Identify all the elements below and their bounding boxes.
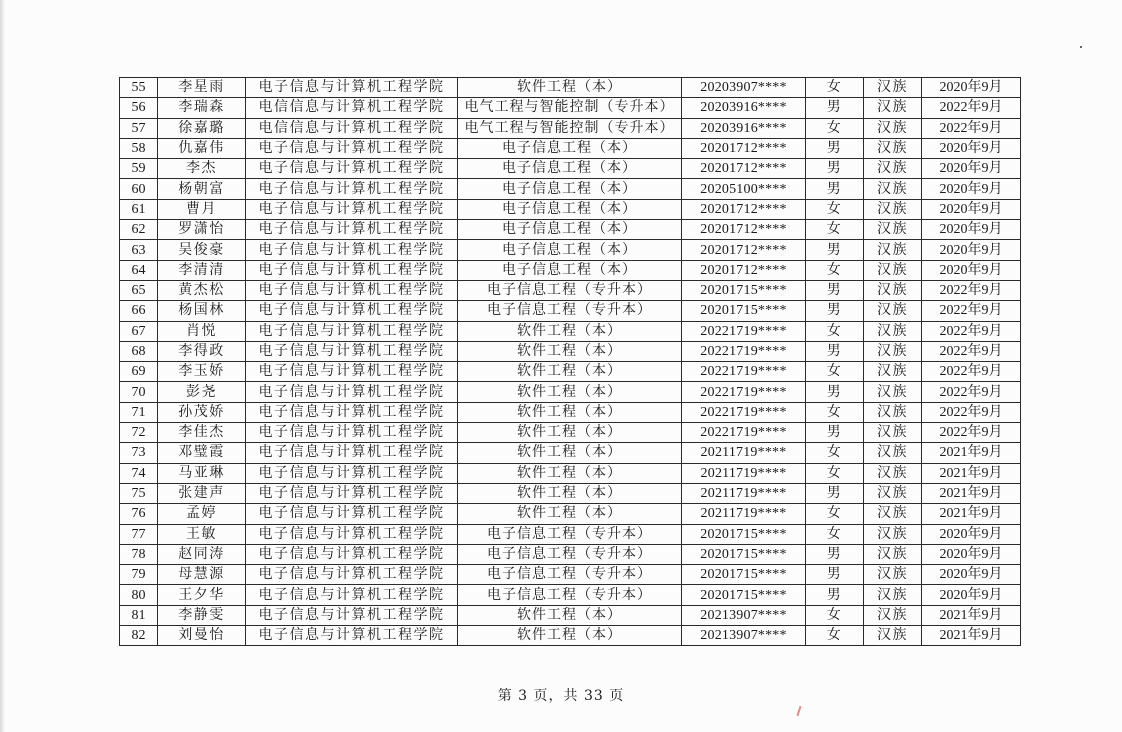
table-row (120, 78, 1021, 98)
gender-cell: 女 (806, 504, 864, 524)
enrollment-date-cell: 2022年9月 (922, 402, 1021, 422)
major-cell: 电子信息工程（专升本） (458, 585, 682, 605)
major-cell: 软件工程（本） (458, 423, 682, 443)
row-number-cell: 59 (120, 159, 158, 179)
student-id-cell: 20211719**** (682, 463, 806, 483)
enrollment-date-cell: 2020年9月 (922, 78, 1021, 98)
row-number-cell: 63 (120, 240, 158, 260)
major-cell: 软件工程（本） (458, 341, 682, 361)
ethnicity-cell: 汉族 (864, 220, 922, 240)
table-row (120, 280, 1021, 300)
gender-cell: 男 (806, 301, 864, 321)
table-row (120, 321, 1021, 341)
enrollment-date-cell: 2020年9月 (922, 240, 1021, 260)
ethnicity-cell: 汉族 (864, 504, 922, 524)
major-cell: 软件工程（本） (458, 321, 682, 341)
row-number-cell: 56 (120, 98, 158, 118)
student-id-cell: 20213907**** (682, 605, 806, 625)
major-cell: 软件工程（本） (458, 402, 682, 422)
table-row (120, 443, 1021, 463)
student-id-cell: 20201712**** (682, 220, 806, 240)
student-id-cell: 20201715**** (682, 301, 806, 321)
student-id-cell: 20201712**** (682, 159, 806, 179)
college-cell: 电子信息与计算机工程学院 (246, 585, 458, 605)
table-row (120, 382, 1021, 402)
row-number-cell: 82 (120, 626, 158, 646)
major-cell: 电子信息工程（专升本） (458, 565, 682, 585)
college-cell: 电子信息与计算机工程学院 (246, 179, 458, 199)
gender-cell: 女 (806, 402, 864, 422)
student-id-cell: 20221719**** (682, 423, 806, 443)
ethnicity-cell: 汉族 (864, 483, 922, 503)
student-id-cell: 20201715**** (682, 544, 806, 564)
enrollment-date-cell: 2021年9月 (922, 463, 1021, 483)
gender-cell: 女 (806, 605, 864, 625)
ethnicity-cell: 汉族 (864, 199, 922, 219)
major-cell: 软件工程（本） (458, 382, 682, 402)
table-row (120, 159, 1021, 179)
row-number-cell: 70 (120, 382, 158, 402)
student-name-cell: 吴俊豪 (158, 240, 246, 260)
ethnicity-cell: 汉族 (864, 626, 922, 646)
student-id-cell: 20211719**** (682, 483, 806, 503)
enrollment-date-cell: 2020年9月 (922, 179, 1021, 199)
student-id-cell: 20201715**** (682, 585, 806, 605)
student-name-cell: 曹月 (158, 199, 246, 219)
college-cell: 电子信息与计算机工程学院 (246, 321, 458, 341)
ethnicity-cell: 汉族 (864, 463, 922, 483)
college-cell: 电子信息与计算机工程学院 (246, 382, 458, 402)
enrollment-date-cell: 2022年9月 (922, 423, 1021, 443)
ethnicity-cell: 汉族 (864, 118, 922, 138)
row-number-cell: 72 (120, 423, 158, 443)
student-name-cell: 罗潇怡 (158, 220, 246, 240)
ethnicity-cell: 汉族 (864, 362, 922, 382)
student-id-cell: 20211719**** (682, 443, 806, 463)
ethnicity-cell: 汉族 (864, 280, 922, 300)
college-cell: 电子信息与计算机工程学院 (246, 443, 458, 463)
student-id-cell: 20201712**** (682, 260, 806, 280)
major-cell: 电子信息工程（专升本） (458, 280, 682, 300)
student-name-cell: 李星雨 (158, 78, 246, 98)
row-number-cell: 57 (120, 118, 158, 138)
major-cell: 电子信息工程（本） (458, 199, 682, 219)
student-name-cell: 杨国林 (158, 301, 246, 321)
student-id-cell: 20221719**** (682, 341, 806, 361)
enrollment-date-cell: 2020年9月 (922, 199, 1021, 219)
major-cell: 电子信息工程（本） (458, 220, 682, 240)
table-row (120, 565, 1021, 585)
gender-cell: 男 (806, 138, 864, 158)
gender-cell: 男 (806, 179, 864, 199)
enrollment-date-cell: 2020年9月 (922, 159, 1021, 179)
student-id-cell: 20221719**** (682, 382, 806, 402)
table-row (120, 138, 1021, 158)
ethnicity-cell: 汉族 (864, 524, 922, 544)
gender-cell: 男 (806, 544, 864, 564)
row-number-cell: 60 (120, 179, 158, 199)
ethnicity-cell: 汉族 (864, 402, 922, 422)
row-number-cell: 62 (120, 220, 158, 240)
student-name-cell: 肖悦 (158, 321, 246, 341)
row-number-cell: 71 (120, 402, 158, 422)
major-cell: 软件工程（本） (458, 605, 682, 625)
student-name-cell: 母慧源 (158, 565, 246, 585)
student-name-cell: 王敏 (158, 524, 246, 544)
college-cell: 电子信息与计算机工程学院 (246, 280, 458, 300)
student-id-cell: 20221719**** (682, 402, 806, 422)
college-cell: 电子信息与计算机工程学院 (246, 524, 458, 544)
student-name-cell: 黄杰松 (158, 280, 246, 300)
student-name-cell: 孙茂娇 (158, 402, 246, 422)
student-name-cell: 李静雯 (158, 605, 246, 625)
major-cell: 电气工程与智能控制（专升本） (458, 118, 682, 138)
enrollment-date-cell: 2022年9月 (922, 118, 1021, 138)
ethnicity-cell: 汉族 (864, 78, 922, 98)
ethnicity-cell: 汉族 (864, 443, 922, 463)
ethnicity-cell: 汉族 (864, 382, 922, 402)
major-cell: 软件工程（本） (458, 504, 682, 524)
row-number-cell: 66 (120, 301, 158, 321)
gender-cell: 男 (806, 341, 864, 361)
enrollment-date-cell: 2022年9月 (922, 98, 1021, 118)
gender-cell: 女 (806, 260, 864, 280)
gender-cell: 男 (806, 280, 864, 300)
enrollment-date-cell: 2020年9月 (922, 585, 1021, 605)
gender-cell: 女 (806, 220, 864, 240)
major-cell: 软件工程（本） (458, 78, 682, 98)
table-row (120, 301, 1021, 321)
gender-cell: 女 (806, 118, 864, 138)
student-roster-table (119, 77, 1021, 646)
enrollment-date-cell: 2022年9月 (922, 280, 1021, 300)
gender-cell: 女 (806, 463, 864, 483)
ethnicity-cell: 汉族 (864, 260, 922, 280)
roster-body (120, 78, 1021, 646)
scan-page-edge (0, 0, 5, 732)
student-name-cell: 张建声 (158, 483, 246, 503)
ethnicity-cell: 汉族 (864, 179, 922, 199)
major-cell: 电子信息工程（本） (458, 159, 682, 179)
table-row (120, 199, 1021, 219)
major-cell: 电气工程与智能控制（专升本） (458, 98, 682, 118)
gender-cell: 男 (806, 159, 864, 179)
student-name-cell: 李杰 (158, 159, 246, 179)
enrollment-date-cell: 2022年9月 (922, 341, 1021, 361)
college-cell: 电子信息与计算机工程学院 (246, 138, 458, 158)
table-row (120, 504, 1021, 524)
student-name-cell: 彭尧 (158, 382, 246, 402)
row-number-cell: 65 (120, 280, 158, 300)
college-cell: 电子信息与计算机工程学院 (246, 402, 458, 422)
enrollment-date-cell: 2020年9月 (922, 260, 1021, 280)
major-cell: 软件工程（本） (458, 463, 682, 483)
row-number-cell: 78 (120, 544, 158, 564)
enrollment-date-cell: 2022年9月 (922, 382, 1021, 402)
ethnicity-cell: 汉族 (864, 341, 922, 361)
ethnicity-cell: 汉族 (864, 585, 922, 605)
table-row (120, 544, 1021, 564)
enrollment-date-cell: 2020年9月 (922, 565, 1021, 585)
row-number-cell: 67 (120, 321, 158, 341)
student-name-cell: 李佳杰 (158, 423, 246, 443)
major-cell: 软件工程（本） (458, 443, 682, 463)
enrollment-date-cell: 2022年9月 (922, 301, 1021, 321)
ethnicity-cell: 汉族 (864, 301, 922, 321)
college-cell: 电子信息与计算机工程学院 (246, 544, 458, 564)
college-cell: 电子信息与计算机工程学院 (246, 483, 458, 503)
college-cell: 电信信息与计算机工程学院 (246, 118, 458, 138)
ethnicity-cell: 汉族 (864, 159, 922, 179)
scan-speck (1080, 46, 1082, 48)
row-number-cell: 75 (120, 483, 158, 503)
ethnicity-cell: 汉族 (864, 544, 922, 564)
row-number-cell: 74 (120, 463, 158, 483)
table-row (120, 423, 1021, 443)
table-row (120, 626, 1021, 646)
major-cell: 电子信息工程（本） (458, 138, 682, 158)
enrollment-date-cell: 2021年9月 (922, 605, 1021, 625)
ethnicity-cell: 汉族 (864, 98, 922, 118)
college-cell: 电子信息与计算机工程学院 (246, 362, 458, 382)
college-cell: 电子信息与计算机工程学院 (246, 463, 458, 483)
ethnicity-cell: 汉族 (864, 321, 922, 341)
gender-cell: 女 (806, 443, 864, 463)
major-cell: 电子信息工程（专升本） (458, 544, 682, 564)
college-cell: 电子信息与计算机工程学院 (246, 605, 458, 625)
student-id-cell: 20201712**** (682, 199, 806, 219)
college-cell: 电子信息与计算机工程学院 (246, 626, 458, 646)
gender-cell: 男 (806, 240, 864, 260)
row-number-cell: 81 (120, 605, 158, 625)
college-cell: 电子信息与计算机工程学院 (246, 504, 458, 524)
gender-cell: 男 (806, 565, 864, 585)
gender-cell: 女 (806, 321, 864, 341)
gender-cell: 女 (806, 524, 864, 544)
student-id-cell: 20221719**** (682, 321, 806, 341)
row-number-cell: 55 (120, 78, 158, 98)
enrollment-date-cell: 2020年9月 (922, 524, 1021, 544)
row-number-cell: 77 (120, 524, 158, 544)
major-cell: 软件工程（本） (458, 483, 682, 503)
college-cell: 电子信息与计算机工程学院 (246, 159, 458, 179)
ethnicity-cell: 汉族 (864, 565, 922, 585)
enrollment-date-cell: 2021年9月 (922, 443, 1021, 463)
major-cell: 软件工程（本） (458, 626, 682, 646)
college-cell: 电子信息与计算机工程学院 (246, 220, 458, 240)
student-name-cell: 李清清 (158, 260, 246, 280)
college-cell: 电子信息与计算机工程学院 (246, 301, 458, 321)
ethnicity-cell: 汉族 (864, 605, 922, 625)
table-row (120, 341, 1021, 361)
college-cell: 电子信息与计算机工程学院 (246, 565, 458, 585)
college-cell: 电子信息与计算机工程学院 (246, 341, 458, 361)
student-name-cell: 刘曼怡 (158, 626, 246, 646)
student-id-cell: 20211719**** (682, 504, 806, 524)
student-id-cell: 20203907**** (682, 78, 806, 98)
college-cell: 电信信息与计算机工程学院 (246, 98, 458, 118)
table-row (120, 220, 1021, 240)
enrollment-date-cell: 2020年9月 (922, 544, 1021, 564)
enrollment-date-cell: 2022年9月 (922, 321, 1021, 341)
major-cell: 电子信息工程（本） (458, 240, 682, 260)
student-name-cell: 仇嘉伟 (158, 138, 246, 158)
page-number-footer: 第 3 页，共 33 页 (497, 688, 625, 704)
table-row (120, 524, 1021, 544)
row-number-cell: 73 (120, 443, 158, 463)
college-cell: 电子信息与计算机工程学院 (246, 423, 458, 443)
gender-cell: 女 (806, 78, 864, 98)
enrollment-date-cell: 2020年9月 (922, 220, 1021, 240)
table-row (120, 463, 1021, 483)
student-id-cell: 20203916**** (682, 98, 806, 118)
student-name-cell: 赵同涛 (158, 544, 246, 564)
table-row (120, 585, 1021, 605)
ethnicity-cell: 汉族 (864, 423, 922, 443)
enrollment-date-cell: 2022年9月 (922, 362, 1021, 382)
gender-cell: 男 (806, 483, 864, 503)
table-row (120, 260, 1021, 280)
row-number-cell: 76 (120, 504, 158, 524)
red-ink-mark (797, 706, 802, 716)
row-number-cell: 80 (120, 585, 158, 605)
gender-cell: 女 (806, 199, 864, 219)
major-cell: 电子信息工程（本） (458, 179, 682, 199)
student-name-cell: 马亚琳 (158, 463, 246, 483)
gender-cell: 男 (806, 382, 864, 402)
college-cell: 电子信息与计算机工程学院 (246, 78, 458, 98)
ethnicity-cell: 汉族 (864, 240, 922, 260)
enrollment-date-cell: 2021年9月 (922, 483, 1021, 503)
major-cell: 软件工程（本） (458, 362, 682, 382)
student-id-cell: 20201712**** (682, 138, 806, 158)
gender-cell: 女 (806, 626, 864, 646)
row-number-cell: 61 (120, 199, 158, 219)
table-row (120, 98, 1021, 118)
gender-cell: 男 (806, 423, 864, 443)
college-cell: 电子信息与计算机工程学院 (246, 260, 458, 280)
college-cell: 电子信息与计算机工程学院 (246, 199, 458, 219)
major-cell: 电子信息工程（专升本） (458, 301, 682, 321)
student-id-cell: 20201715**** (682, 565, 806, 585)
table-row (120, 179, 1021, 199)
enrollment-date-cell: 2021年9月 (922, 504, 1021, 524)
student-id-cell: 20205100**** (682, 179, 806, 199)
student-id-cell: 20213907**** (682, 626, 806, 646)
college-cell: 电子信息与计算机工程学院 (246, 240, 458, 260)
table-row (120, 362, 1021, 382)
student-id-cell: 20221719**** (682, 362, 806, 382)
enrollment-date-cell: 2020年9月 (922, 138, 1021, 158)
gender-cell: 男 (806, 98, 864, 118)
gender-cell: 男 (806, 585, 864, 605)
student-name-cell: 王夕华 (158, 585, 246, 605)
row-number-cell: 64 (120, 260, 158, 280)
ethnicity-cell: 汉族 (864, 138, 922, 158)
table-row (120, 118, 1021, 138)
table-row (120, 240, 1021, 260)
major-cell: 电子信息工程（本） (458, 260, 682, 280)
student-name-cell: 邓璧霞 (158, 443, 246, 463)
student-id-cell: 20203916**** (682, 118, 806, 138)
student-name-cell: 李瑞森 (158, 98, 246, 118)
table-row (120, 483, 1021, 503)
student-name-cell: 李得政 (158, 341, 246, 361)
row-number-cell: 68 (120, 341, 158, 361)
table-row (120, 402, 1021, 422)
student-id-cell: 20201715**** (682, 280, 806, 300)
table-row (120, 605, 1021, 625)
enrollment-date-cell: 2021年9月 (922, 626, 1021, 646)
row-number-cell: 58 (120, 138, 158, 158)
row-number-cell: 69 (120, 362, 158, 382)
major-cell: 电子信息工程（专升本） (458, 524, 682, 544)
student-name-cell: 孟婷 (158, 504, 246, 524)
gender-cell: 女 (806, 362, 864, 382)
row-number-cell: 79 (120, 565, 158, 585)
student-name-cell: 杨朝富 (158, 179, 246, 199)
student-id-cell: 20201712**** (682, 240, 806, 260)
student-name-cell: 徐嘉璐 (158, 118, 246, 138)
student-id-cell: 20201715**** (682, 524, 806, 544)
student-name-cell: 李玉娇 (158, 362, 246, 382)
